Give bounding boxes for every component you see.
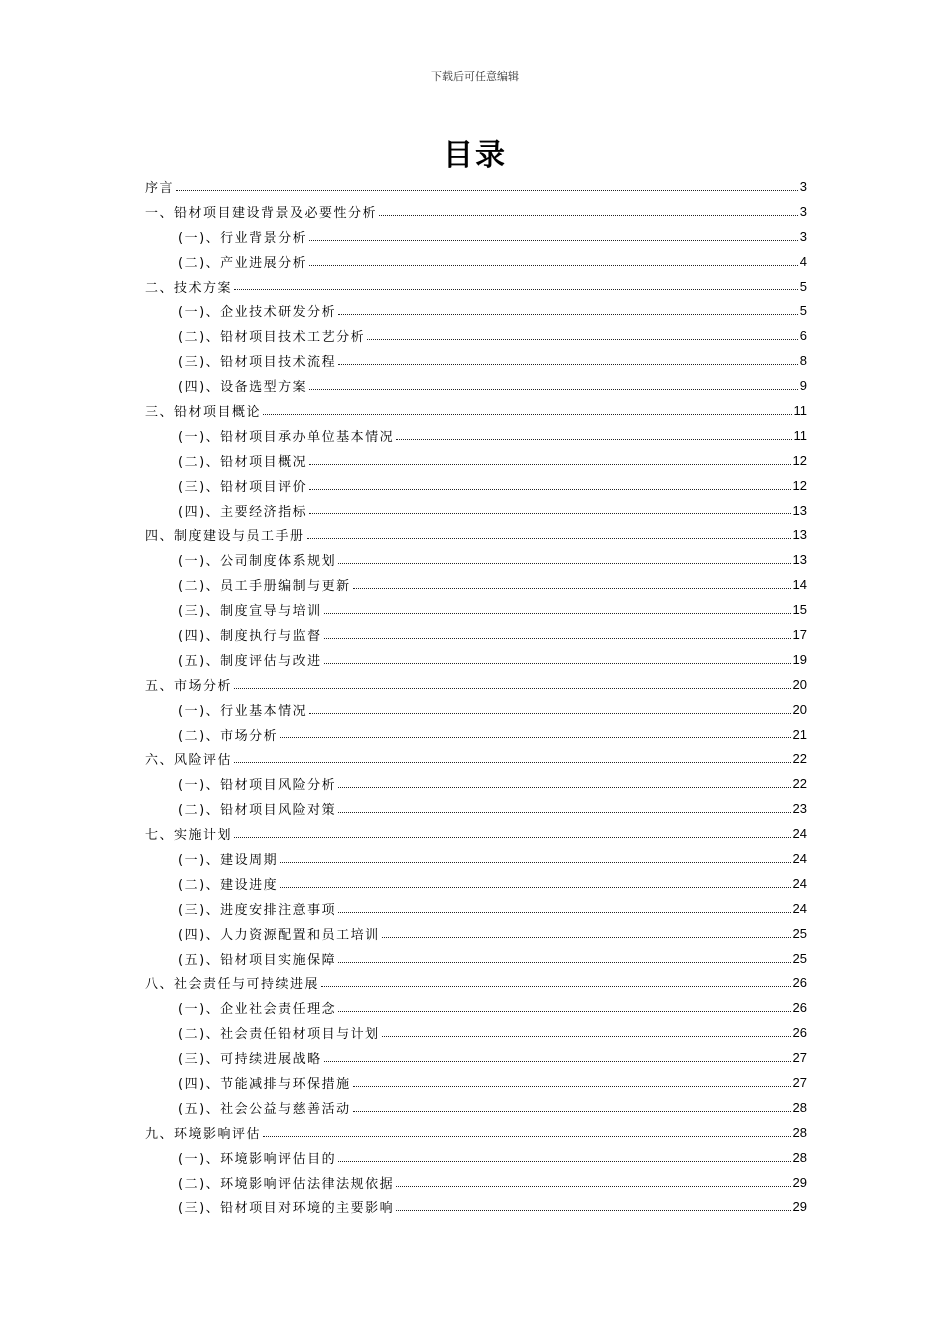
toc-entry-page-number: 11	[793, 427, 807, 443]
toc-dot-leader	[382, 1035, 791, 1037]
toc-entry-label: 二、技术方案	[145, 280, 233, 296]
toc-entry-page-number: 12	[792, 477, 807, 493]
toc-dot-leader	[338, 786, 790, 788]
toc-subsection-entry[interactable]	[145, 995, 807, 1020]
toc-dot-leader	[338, 1010, 790, 1012]
toc-dot-leader	[309, 264, 798, 266]
toc-entry-label: (三)、铅材项目评价	[178, 479, 308, 495]
toc-subsection-entry[interactable]	[145, 249, 807, 274]
toc-section-entry[interactable]	[145, 971, 807, 996]
toc-entry-page-number: 26	[792, 1025, 807, 1041]
page-header-note: 下载后可任意编辑	[431, 70, 519, 83]
toc-subsection-entry[interactable]	[145, 896, 807, 921]
toc-entry-label: (二)、铅材项目技术工艺分析	[178, 330, 366, 346]
toc-dot-leader	[338, 313, 798, 315]
toc-entry-label: (四)、人力资源配置和员工培训	[178, 927, 380, 943]
toc-subsection-entry[interactable]	[145, 796, 807, 821]
toc-entry-label: 四、制度建设与员工手册	[145, 529, 305, 545]
toc-entry-label: (一)、公司制度体系规划	[178, 554, 337, 570]
toc-subsection-entry[interactable]	[145, 547, 807, 572]
toc-entry-label: (二)、产业进展分析	[178, 255, 308, 271]
toc-entry-page-number: 22	[792, 776, 807, 792]
toc-dot-leader	[309, 488, 790, 490]
toc-dot-leader	[324, 1060, 791, 1062]
toc-dot-leader	[338, 562, 790, 564]
toc-subsection-entry[interactable]	[145, 323, 807, 348]
toc-entry-page-number: 5	[799, 303, 807, 319]
toc-entry-page-number: 9	[799, 378, 807, 394]
toc-entry-page-number: 3	[799, 178, 807, 194]
toc-section-entry[interactable]	[145, 522, 807, 547]
toc-dot-leader	[324, 612, 791, 614]
toc-dot-leader	[338, 911, 790, 913]
toc-dot-leader	[280, 886, 790, 888]
toc-entry-page-number: 24	[792, 826, 807, 842]
toc-entry-page-number: 3	[799, 203, 807, 219]
toc-subsection-entry[interactable]	[145, 697, 807, 722]
table-of-contents	[145, 174, 807, 1219]
toc-dot-leader	[307, 537, 791, 539]
toc-dot-leader	[353, 1110, 791, 1112]
toc-subsection-entry[interactable]	[145, 722, 807, 747]
toc-entry-page-number: 8	[799, 353, 807, 369]
toc-entry-label: 九、环境影响评估	[145, 1126, 262, 1142]
toc-dot-leader	[367, 338, 798, 340]
toc-entry-label: (四)、主要经济指标	[178, 504, 308, 520]
toc-section-entry[interactable]	[145, 821, 807, 846]
toc-subsection-entry[interactable]	[145, 224, 807, 249]
toc-entry-label: 七、实施计划	[145, 828, 233, 844]
toc-entry-page-number: 13	[792, 502, 807, 518]
toc-entry-page-number: 5	[799, 278, 807, 294]
toc-entry-page-number: 13	[792, 552, 807, 568]
toc-entry-label: (五)、铅材项目实施保障	[178, 952, 337, 968]
toc-subsection-entry[interactable]	[145, 647, 807, 672]
toc-subsection-entry[interactable]	[145, 448, 807, 473]
toc-section-entry[interactable]	[145, 672, 807, 697]
toc-subsection-entry[interactable]	[145, 473, 807, 498]
toc-dot-leader	[338, 811, 790, 813]
toc-entry-page-number: 26	[792, 975, 807, 991]
toc-entry-page-number: 3	[799, 228, 807, 244]
toc-dot-leader	[396, 438, 791, 440]
toc-dot-leader	[338, 363, 798, 365]
toc-entry-page-number: 19	[792, 651, 807, 667]
toc-subsection-entry[interactable]	[145, 871, 807, 896]
toc-section-entry[interactable]	[145, 199, 807, 224]
toc-dot-leader	[324, 662, 791, 664]
toc-subsection-entry[interactable]	[145, 1070, 807, 1095]
toc-entry-label: (二)、铅材项目风险对策	[178, 803, 337, 819]
toc-entry-page-number: 22	[792, 751, 807, 767]
toc-entry-page-number: 20	[792, 676, 807, 692]
toc-dot-leader	[280, 861, 790, 863]
toc-entry-label: (二)、市场分析	[178, 728, 279, 744]
toc-dot-leader	[309, 239, 798, 241]
toc-dot-leader	[234, 761, 791, 763]
toc-entry-page-number: 27	[792, 1050, 807, 1066]
toc-subsection-entry[interactable]	[145, 498, 807, 523]
toc-subsection-entry[interactable]	[145, 1020, 807, 1045]
toc-subsection-entry[interactable]	[145, 373, 807, 398]
toc-subsection-entry[interactable]	[145, 1170, 807, 1195]
toc-entry-page-number: 25	[792, 950, 807, 966]
toc-subsection-entry[interactable]	[145, 1045, 807, 1070]
toc-dot-leader	[309, 512, 790, 514]
toc-entry-label: (二)、铅材项目概况	[178, 454, 308, 470]
toc-dot-leader	[309, 463, 790, 465]
toc-entry-page-number: 24	[792, 875, 807, 891]
toc-entry-label: (三)、进度安排注意事项	[178, 902, 337, 918]
toc-dot-leader	[234, 288, 798, 290]
toc-entry-page-number: 29	[792, 1174, 807, 1190]
toc-entry-page-number: 28	[792, 1124, 807, 1140]
toc-dot-leader	[382, 936, 791, 938]
toc-entry-label: (四)、设备选型方案	[178, 380, 308, 396]
toc-entry-label: (一)、铅材项目承办单位基本情况	[178, 429, 395, 445]
toc-entry-label: (三)、铅材项目技术流程	[178, 355, 337, 371]
toc-entry-label: (二)、社会责任铅材项目与计划	[178, 1027, 380, 1043]
toc-dot-leader	[324, 637, 791, 639]
toc-entry-label: (三)、铅材项目对环境的主要影响	[178, 1201, 395, 1217]
toc-entry-label: (一)、行业基本情况	[178, 703, 308, 719]
toc-entry-label: (一)、企业社会责任理念	[178, 1002, 337, 1018]
toc-entry-page-number: 29	[792, 1199, 807, 1215]
toc-subsection-entry[interactable]	[145, 597, 807, 622]
toc-entry-page-number: 13	[792, 527, 807, 543]
toc-entry-page-number: 20	[792, 701, 807, 717]
toc-dot-leader	[321, 985, 791, 987]
toc-dot-leader	[338, 1160, 790, 1162]
toc-entry-page-number: 4	[799, 253, 807, 269]
toc-subsection-entry[interactable]	[145, 348, 807, 373]
toc-dot-leader	[379, 214, 798, 216]
toc-dot-leader	[309, 712, 790, 714]
toc-entry-label: (一)、建设周期	[178, 852, 279, 868]
toc-section-entry[interactable]	[145, 398, 807, 423]
toc-entry-label: (四)、节能减排与环保措施	[178, 1077, 351, 1092]
toc-title: 目录	[443, 138, 507, 173]
toc-entry-label: (一)、行业背景分析	[178, 230, 308, 246]
toc-entry-label: (一)、铅材项目风险分析	[178, 778, 337, 794]
toc-entry-label: (一)、企业技术研发分析	[178, 305, 337, 321]
toc-entry-page-number: 28	[792, 1149, 807, 1165]
toc-entry-label: (二)、员工手册编制与更新	[178, 579, 351, 595]
toc-section-entry[interactable]	[145, 1120, 807, 1145]
toc-entry-page-number: 12	[792, 452, 807, 468]
toc-dot-leader	[396, 1209, 790, 1211]
toc-entry-page-number: 17	[792, 626, 807, 642]
toc-subsection-entry[interactable]	[145, 1195, 807, 1220]
toc-entry-page-number: 23	[792, 801, 807, 817]
toc-subsection-entry[interactable]	[145, 771, 807, 796]
toc-entry-label: 八、社会责任与可持续进展	[145, 977, 320, 993]
toc-entry-label: 三、铅材项目概论	[145, 404, 262, 420]
toc-entry-label: 序言	[145, 180, 175, 196]
toc-entry-page-number: 27	[792, 1075, 807, 1090]
toc-dot-leader	[280, 736, 790, 738]
toc-dot-leader	[353, 1085, 791, 1087]
toc-entry-page-number: 21	[792, 726, 807, 742]
toc-entry-page-number: 28	[792, 1099, 807, 1115]
toc-entry-label: (二)、环境影响评估法律法规依据	[178, 1176, 395, 1192]
toc-dot-leader	[396, 1185, 790, 1187]
toc-entry-label: (一)、环境影响评估目的	[178, 1151, 337, 1167]
toc-dot-leader	[309, 388, 798, 390]
toc-entry-label: 六、风险评估	[145, 753, 233, 769]
toc-dot-leader	[263, 413, 791, 415]
toc-subsection-entry[interactable]	[145, 423, 807, 448]
toc-subsection-entry[interactable]	[145, 298, 807, 323]
toc-entry-label: (二)、建设进度	[178, 877, 279, 893]
toc-subsection-entry[interactable]	[145, 1095, 807, 1120]
toc-subsection-entry[interactable]	[145, 1145, 807, 1170]
toc-section-entry[interactable]	[145, 274, 807, 299]
toc-dot-leader	[338, 961, 790, 963]
toc-subsection-entry[interactable]	[145, 846, 807, 871]
toc-entry-page-number: 11	[793, 402, 807, 418]
toc-subsection-entry[interactable]	[145, 921, 807, 946]
toc-dot-leader	[263, 1135, 791, 1137]
toc-entry-label: (三)、制度宣导与培训	[178, 604, 322, 620]
toc-entry-label: 一、铅材项目建设背景及必要性分析	[145, 205, 378, 221]
toc-dot-leader	[234, 687, 791, 689]
toc-subsection-entry[interactable]	[145, 622, 807, 647]
toc-dot-leader	[176, 189, 798, 191]
toc-dot-leader	[353, 587, 791, 589]
toc-entry-label: (五)、社会公益与慈善活动	[178, 1101, 351, 1117]
toc-entry-page-number: 15	[792, 602, 807, 618]
toc-entry-label: (五)、制度评估与改进	[178, 653, 322, 669]
toc-subsection-entry[interactable]	[145, 572, 807, 597]
toc-section-entry[interactable]	[145, 174, 807, 199]
toc-entry-label: 五、市场分析	[145, 678, 233, 694]
toc-entry-page-number: 26	[792, 1000, 807, 1016]
toc-entry-page-number: 25	[792, 925, 807, 941]
toc-entry-page-number: 24	[792, 900, 807, 916]
toc-entry-label: (三)、可持续进展战略	[178, 1052, 322, 1068]
toc-section-entry[interactable]	[145, 746, 807, 771]
toc-entry-page-number: 6	[799, 328, 807, 344]
toc-entry-page-number: 14	[792, 577, 807, 593]
toc-subsection-entry[interactable]	[145, 946, 807, 971]
toc-dot-leader	[234, 836, 791, 838]
toc-entry-label: (四)、制度执行与监督	[178, 628, 322, 644]
toc-entry-page-number: 24	[792, 850, 807, 866]
